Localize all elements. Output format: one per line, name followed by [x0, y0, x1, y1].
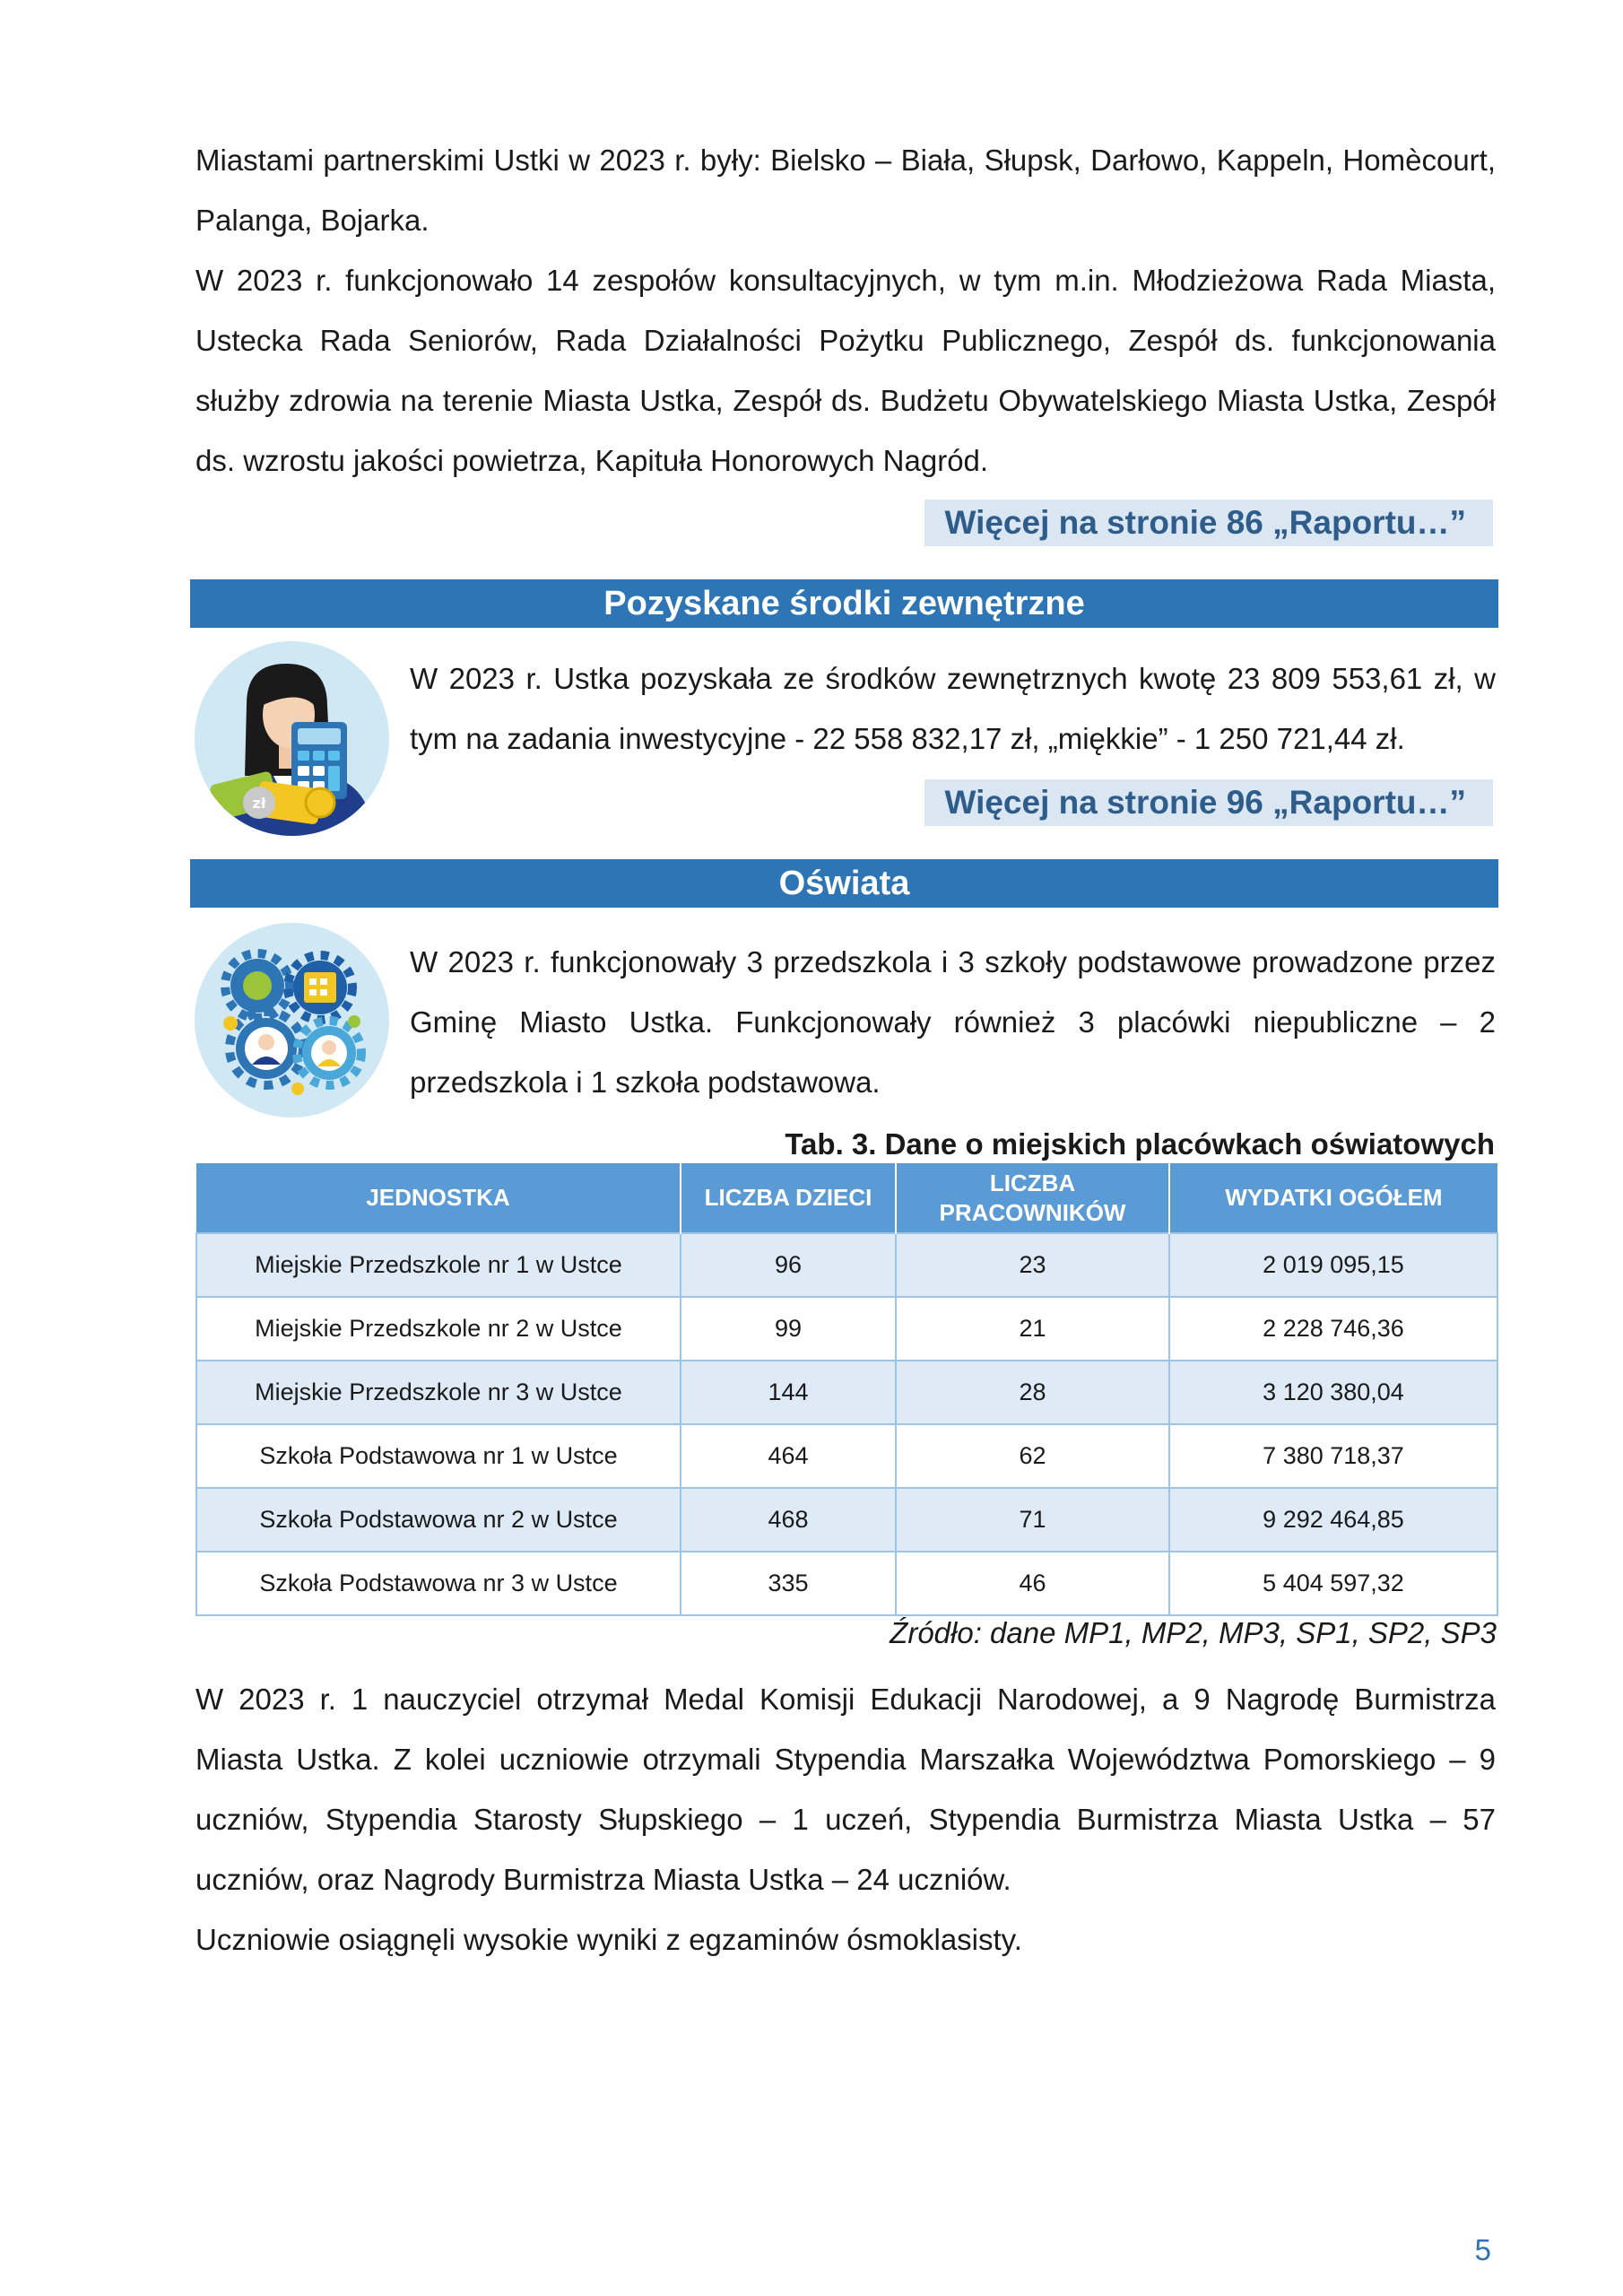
- cell-children: 464: [681, 1424, 896, 1488]
- cell-unit: Miejskie Przedszkole nr 3 w Ustce: [196, 1361, 681, 1424]
- cell-staff: 23: [896, 1233, 1169, 1297]
- more-link-report-86[interactable]: Więcej na stronie 86 „Raportu…”: [924, 500, 1493, 546]
- finance-woman-calculator-icon: [195, 641, 389, 836]
- table-row: [196, 1361, 1497, 1424]
- header-unit: JEDNOSTKA: [196, 1163, 681, 1233]
- cell-unit: Miejskie Przedszkole nr 2 w Ustce: [196, 1297, 681, 1361]
- table-row: [196, 1552, 1497, 1615]
- table-row: [196, 1233, 1497, 1297]
- table-row: [196, 1297, 1497, 1361]
- cell-unit: Szkoła Podstawowa nr 2 w Ustce: [196, 1488, 681, 1552]
- cell-unit: Miejskie Przedszkole nr 1 w Ustce: [196, 1233, 681, 1297]
- cell-staff: 21: [896, 1297, 1169, 1361]
- table-caption: Tab. 3. Dane o miejskich placówkach oświatowych: [785, 1127, 1495, 1161]
- exam-results-paragraph: Uczniowie osiągnęli wysokie wyniki z egzaminów ósmoklasisty.: [195, 1923, 1022, 1956]
- cell-children: 468: [681, 1488, 896, 1552]
- more-link-report-96[interactable]: Więcej na stronie 96 „Raportu…”: [924, 779, 1493, 826]
- partner-cities-paragraph: Miastami partnerskimi Ustki w 2023 r. były: Bielsko – Biała, Słupsk, Darłowo, Kappeln, Homècourt, Palanga, Bojarka.: [195, 144, 1496, 237]
- awards-paragraph: W 2023 r. 1 nauczyciel otrzymał Medal Komisji Edukacji Narodowej, a 9 Nagrodę Burmistrza Miasta Ustka. Z kolei uczniowie otrzymali Stypendia Marszałka Województwa Pomorskiego – 9 uczniów, Stypendia Starosty Słupskiego – 1 uczeń, Stypendia Burmistrza Miasta Ustka – 57 uczniów, oraz Nagrody Burmistrza Miasta Ustka – 24 uczniów.: [195, 1683, 1496, 1896]
- education-institutions-table: [195, 1163, 1498, 1616]
- cell-staff: 28: [896, 1361, 1169, 1424]
- cell-children: 99: [681, 1297, 896, 1361]
- header-children-count: LICZBA DZIECI: [681, 1163, 896, 1233]
- cell-staff: 62: [896, 1424, 1169, 1488]
- external-funds-paragraph: W 2023 r. Ustka pozyskała ze środków zewnętrznych kwotę 23 809 553,61 zł, w tym na zadania inwestycyjne - 22 558 832,17 zł, „miękkie” - 1 250 721,44 zł.: [410, 662, 1496, 755]
- cell-children: 144: [681, 1361, 896, 1424]
- coin-label: zł: [252, 795, 266, 812]
- cell-expenses: 9 292 464,85: [1169, 1488, 1497, 1552]
- cell-expenses: 2 019 095,15: [1169, 1233, 1497, 1297]
- cell-expenses: 2 228 746,36: [1169, 1297, 1497, 1361]
- header-total-expenses: WYDATKI OGÓŁEM: [1169, 1163, 1497, 1233]
- cell-unit: Szkoła Podstawowa nr 3 w Ustce: [196, 1552, 681, 1615]
- table-row: [196, 1488, 1497, 1552]
- section-heading-external-funds: Pozyskane środki zewnętrzne: [190, 579, 1498, 628]
- header-staff-count: LICZBA PRACOWNIKÓW: [896, 1163, 1169, 1233]
- table-row: [196, 1424, 1497, 1488]
- education-gears-icon: [195, 923, 389, 1118]
- cell-expenses: 5 404 597,32: [1169, 1552, 1497, 1615]
- table-source-note: Źródło: dane MP1, MP2, MP3, SP1, SP2, SP3: [890, 1616, 1497, 1649]
- education-paragraph: W 2023 r. funkcjonowały 3 przedszkola i 3 szkoły podstawowe prowadzone przez Gminę Miasto Ustka. Funkcjonowały również 3 placówki niepubliczne – 2 przedszkola i 1 szkoła podstawowa.: [410, 945, 1496, 1099]
- consultation-teams-paragraph: W 2023 r. funkcjonowało 14 zespołów konsultacyjnych, w tym m.in. Młodzieżowa Rada Miasta, Ustecka Rada Seniorów, Rada Działalności Pożytku Publicznego, Zespół ds. funkcjonowania służby zdrowia na terenie Miasta Ustka, Zespół ds. Budżetu Obywatelskiego Miasta Ustka, Zespół ds. wzrostu jakości powietrza, Kapituła Honorowych Nagród.: [195, 264, 1496, 477]
- page-number: 5: [1474, 2233, 1491, 2266]
- cell-staff: 46: [896, 1552, 1169, 1615]
- table-header-row: [196, 1163, 1497, 1233]
- section-heading-education: Oświata: [190, 859, 1498, 908]
- cell-expenses: 7 380 718,37: [1169, 1424, 1497, 1488]
- cell-children: 96: [681, 1233, 896, 1297]
- cell-staff: 71: [896, 1488, 1169, 1552]
- cell-children: 335: [681, 1552, 896, 1615]
- cell-expenses: 3 120 380,04: [1169, 1361, 1497, 1424]
- cell-unit: Szkoła Podstawowa nr 1 w Ustce: [196, 1424, 681, 1488]
